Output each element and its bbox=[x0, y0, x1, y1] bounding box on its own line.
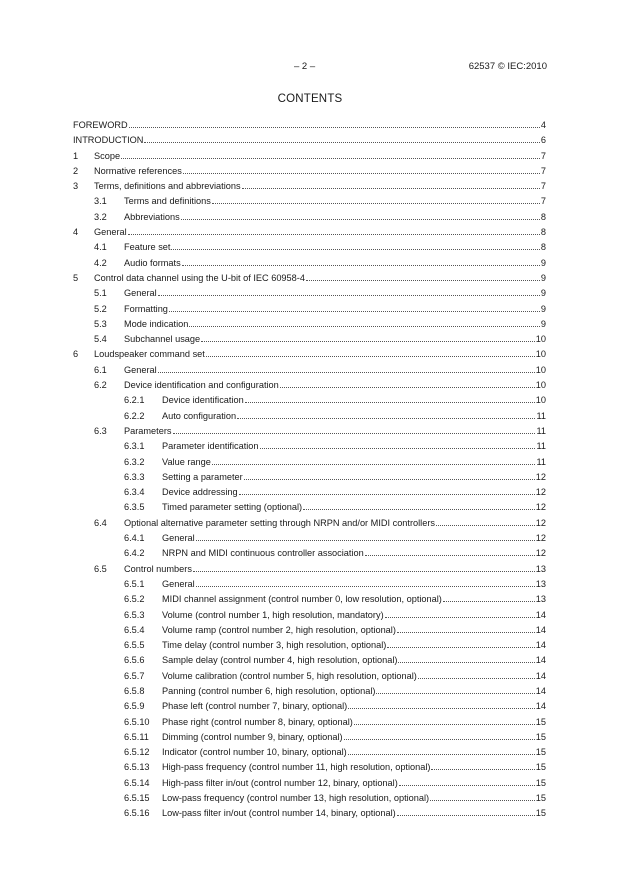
toc-entry-title: Abbreviations bbox=[124, 211, 180, 222]
toc-entry[interactable] bbox=[73, 638, 546, 653]
toc-entry-number: 5 bbox=[73, 272, 79, 283]
dot-leader bbox=[196, 585, 535, 587]
page-number: – 2 – bbox=[294, 61, 316, 72]
dot-leader bbox=[173, 432, 536, 434]
toc-entry-title: Terms, definitions and abbreviations bbox=[94, 181, 241, 192]
toc-entry[interactable] bbox=[73, 317, 546, 332]
toc-entry[interactable] bbox=[73, 210, 546, 225]
toc-entry[interactable] bbox=[73, 791, 546, 806]
toc-entry-number: 6.4 bbox=[94, 517, 107, 528]
toc-entry[interactable] bbox=[73, 347, 546, 362]
toc-entry-number: 6.3.5 bbox=[124, 502, 145, 513]
toc-entry-page: 13 bbox=[535, 578, 546, 589]
toc-entry-title: Dimming (control number 9, binary, optional) bbox=[162, 731, 343, 742]
toc-entry[interactable] bbox=[73, 409, 546, 424]
toc-entry-number: 4.1 bbox=[94, 242, 107, 253]
dot-leader bbox=[387, 646, 534, 648]
dot-leader bbox=[399, 784, 535, 786]
toc-entry[interactable] bbox=[73, 745, 546, 760]
dot-leader bbox=[436, 524, 535, 526]
toc-entry-page: 15 bbox=[535, 747, 546, 758]
dot-leader bbox=[443, 600, 535, 602]
dot-leader bbox=[129, 126, 540, 128]
toc-entry-page: 14 bbox=[535, 624, 546, 635]
toc-entry[interactable] bbox=[73, 592, 546, 607]
toc-entry[interactable] bbox=[73, 179, 546, 194]
toc-entry-title: Optional alternative parameter setting through NRPN and/or MIDI controllers bbox=[124, 517, 435, 528]
dot-leader bbox=[128, 233, 540, 235]
toc-entry-number: 6.5.12 bbox=[124, 747, 150, 758]
dot-leader bbox=[280, 386, 535, 388]
dot-leader bbox=[398, 661, 534, 663]
dot-leader bbox=[196, 539, 535, 541]
toc-entry-number: 6.2.1 bbox=[124, 395, 145, 406]
toc-entry-title: Phase right (control number 8, binary, optional) bbox=[162, 716, 353, 727]
toc-entry-title: Mode indication bbox=[124, 318, 189, 329]
toc-entry-number: 6.5.13 bbox=[124, 762, 150, 773]
dot-leader bbox=[303, 508, 535, 510]
toc-entry[interactable] bbox=[73, 439, 546, 454]
toc-entry-page: 12 bbox=[535, 502, 546, 513]
toc-entry-title: INTRODUCTION bbox=[73, 135, 144, 146]
toc-entry-number: 6.5.10 bbox=[124, 716, 150, 727]
toc-entry-page: 12 bbox=[535, 548, 546, 559]
dot-leader bbox=[397, 814, 535, 816]
toc-entry[interactable] bbox=[73, 194, 546, 209]
dot-leader bbox=[430, 799, 535, 801]
dot-leader bbox=[189, 325, 540, 327]
dot-leader bbox=[354, 723, 535, 725]
dot-leader bbox=[260, 447, 536, 449]
toc-entry[interactable] bbox=[73, 500, 546, 515]
toc-entry-number: 6.5.9 bbox=[124, 701, 145, 712]
toc-entry[interactable] bbox=[73, 424, 546, 439]
toc-entry-page: 6 bbox=[540, 135, 546, 146]
toc-entry-title: Setting a parameter bbox=[162, 471, 243, 482]
toc-entry-title: Feature set bbox=[124, 242, 171, 253]
toc-entry[interactable] bbox=[73, 699, 546, 714]
toc-entry[interactable] bbox=[73, 730, 546, 745]
toc-entry-number: 6.5.2 bbox=[124, 594, 145, 605]
dot-leader bbox=[182, 264, 540, 266]
toc-entry-number: 6.5.11 bbox=[124, 731, 149, 742]
toc-entry-number: 5.1 bbox=[94, 288, 107, 299]
toc-entry-page: 11 bbox=[536, 410, 546, 421]
toc-entry[interactable] bbox=[73, 393, 546, 408]
dot-leader bbox=[431, 768, 534, 770]
toc-entry-page: 9 bbox=[540, 257, 546, 268]
toc-entry-title: Parameters bbox=[124, 425, 172, 436]
toc-entry-number: 6.5.15 bbox=[124, 793, 150, 804]
toc-entry[interactable] bbox=[73, 623, 546, 638]
toc-entry-title: Panning (control number 6, high resolution, optional) bbox=[162, 685, 376, 696]
dot-leader bbox=[348, 707, 535, 709]
toc-entry[interactable] bbox=[73, 256, 546, 271]
toc-entry-page: 14 bbox=[535, 609, 546, 620]
dot-leader bbox=[242, 187, 540, 189]
toc-entry-number: 6.5.1 bbox=[124, 578, 145, 589]
toc-entry-number: 6.3 bbox=[94, 425, 107, 436]
toc-entry-title: General bbox=[162, 578, 195, 589]
toc-entry-number: 6.5 bbox=[94, 563, 107, 574]
toc-entry-title: Control data channel using the U-bit of IEC 60958-4 bbox=[94, 272, 305, 283]
toc-entry-page: 15 bbox=[535, 716, 546, 727]
toc-entry-page: 9 bbox=[540, 303, 546, 314]
dot-leader bbox=[397, 631, 535, 633]
toc-entry[interactable] bbox=[73, 562, 546, 577]
dot-leader bbox=[306, 279, 540, 281]
toc-entry-page: 15 bbox=[535, 762, 546, 773]
toc-entry-number: 6.5.7 bbox=[124, 670, 145, 681]
toc-entry-page: 7 bbox=[540, 181, 546, 192]
toc-entry-number: 6.3.4 bbox=[124, 487, 145, 498]
toc-entry-page: 10 bbox=[535, 364, 546, 375]
toc-entry[interactable] bbox=[73, 669, 546, 684]
toc-entry[interactable] bbox=[73, 715, 546, 730]
toc-entry-title: Phase left (control number 7, binary, optional) bbox=[162, 701, 348, 712]
toc-entry-title: Time delay (control number 3, high resolution, optional) bbox=[162, 640, 387, 651]
toc-entry-title: Subchannel usage bbox=[124, 334, 201, 345]
toc-entry[interactable] bbox=[73, 455, 546, 470]
dot-leader bbox=[121, 157, 540, 159]
toc-entry[interactable] bbox=[73, 760, 546, 775]
toc-entry-number: 3.2 bbox=[94, 211, 107, 222]
toc-entry[interactable] bbox=[73, 271, 546, 286]
toc-entry-page: 14 bbox=[535, 640, 546, 651]
toc-entry-page: 10 bbox=[535, 395, 546, 406]
toc-entry-title: Sample delay (control number 4, high resolution, optional) bbox=[162, 655, 398, 666]
toc-entry-number: 3.1 bbox=[94, 196, 107, 207]
toc-entry-page: 11 bbox=[536, 425, 546, 436]
toc-entry-number: 6.3.1 bbox=[124, 441, 145, 452]
toc-entry-number: 6.2 bbox=[94, 380, 107, 391]
toc-entry-number: 4 bbox=[73, 227, 79, 238]
toc-entry-number: 6.5.6 bbox=[124, 655, 145, 666]
toc-entry-number: 3 bbox=[73, 181, 79, 192]
dot-leader bbox=[201, 340, 535, 342]
toc-entry-page: 15 bbox=[535, 777, 546, 788]
dot-leader bbox=[171, 248, 539, 250]
toc-entry-title: Volume ramp (control number 2, high resolution, optional) bbox=[162, 624, 396, 635]
dot-leader bbox=[212, 463, 536, 465]
toc-entry-page: 9 bbox=[540, 318, 546, 329]
dot-leader bbox=[158, 294, 540, 296]
toc-entry[interactable] bbox=[73, 806, 546, 821]
toc-entry-page: 12 bbox=[535, 533, 546, 544]
toc-entry[interactable] bbox=[73, 164, 546, 179]
toc-entry-title: General bbox=[124, 288, 157, 299]
toc-entry[interactable] bbox=[73, 363, 546, 378]
toc-entry-title: Volume (control number 1, high resolution, mandatory) bbox=[162, 609, 384, 620]
toc-entry-number: 6.5.16 bbox=[124, 808, 150, 819]
toc-entry[interactable] bbox=[73, 149, 546, 164]
toc-entry-page: 7 bbox=[540, 196, 546, 207]
dot-leader bbox=[181, 218, 540, 220]
toc-entry[interactable] bbox=[73, 118, 546, 133]
dot-leader bbox=[237, 417, 535, 419]
dot-leader bbox=[376, 692, 534, 694]
toc-entry-number: 2 bbox=[73, 165, 79, 176]
toc-entry-number: 5.4 bbox=[94, 334, 107, 345]
toc-entry-title: Device addressing bbox=[162, 487, 238, 498]
dot-leader bbox=[169, 310, 540, 312]
toc-entry-number: 6.2.2 bbox=[124, 410, 145, 421]
toc-entry-title: Control numbers bbox=[124, 563, 192, 574]
toc-entry-page: 9 bbox=[540, 288, 546, 299]
toc-entry[interactable] bbox=[73, 302, 546, 317]
toc-entry-page: 9 bbox=[540, 272, 546, 283]
toc-entry-number: 6.3.2 bbox=[124, 456, 145, 467]
toc-entry-page: 7 bbox=[540, 165, 546, 176]
toc-entry[interactable] bbox=[73, 133, 546, 148]
toc-entry-page: 14 bbox=[535, 685, 546, 696]
toc-entry-page: 14 bbox=[535, 701, 546, 712]
toc-entry-number: 6.5.3 bbox=[124, 609, 145, 620]
toc-entry-page: 8 bbox=[540, 211, 546, 222]
toc-entry-number: 4.2 bbox=[94, 257, 107, 268]
toc-entry[interactable] bbox=[73, 684, 546, 699]
dot-leader bbox=[144, 141, 539, 143]
page-title: CONTENTS bbox=[277, 93, 343, 105]
toc-entry-number: 6.4.2 bbox=[124, 548, 145, 559]
toc-entry-page: 11 bbox=[536, 456, 546, 467]
dot-leader bbox=[158, 371, 535, 373]
toc-entry-title: Indicator (control number 10, binary, optional) bbox=[162, 747, 347, 758]
toc-entry-title: Value range bbox=[162, 456, 211, 467]
toc-entry[interactable] bbox=[73, 516, 546, 531]
toc-entry-title: Audio formats bbox=[124, 257, 181, 268]
toc-entry-page: 4 bbox=[540, 120, 546, 130]
toc-entry[interactable] bbox=[73, 531, 546, 546]
toc-entry-title: High-pass filter in/out (control number 12, binary, optional) bbox=[162, 777, 398, 788]
toc-entry-number: 1 bbox=[73, 150, 79, 161]
toc-entry[interactable] bbox=[73, 225, 546, 240]
toc-entry-title: Normative references bbox=[94, 165, 182, 176]
toc-entry[interactable] bbox=[73, 470, 546, 485]
toc-entry-number: 6.3.3 bbox=[124, 471, 145, 482]
toc-entry-number: 6 bbox=[73, 349, 79, 360]
dot-leader bbox=[385, 616, 535, 618]
toc-entry-number: 6.5.5 bbox=[124, 640, 145, 651]
dot-leader bbox=[418, 677, 535, 679]
toc-entry-number: 6.5.8 bbox=[124, 685, 145, 696]
toc-entry-number: 6.5.14 bbox=[124, 777, 150, 788]
toc-entry-page: 11 bbox=[536, 441, 546, 452]
toc-entry-number: 6.4.1 bbox=[124, 533, 145, 544]
toc-entry[interactable] bbox=[73, 332, 546, 347]
toc-entry-title: Scope bbox=[94, 150, 121, 161]
toc-entry-page: 12 bbox=[535, 517, 546, 528]
toc-entry-title: Timed parameter setting (optional) bbox=[162, 502, 303, 513]
standard-reference: 62537 © IEC:2010 bbox=[468, 61, 547, 72]
toc-entry-number: 6.1 bbox=[94, 364, 107, 375]
toc-entry-page: 13 bbox=[535, 594, 546, 605]
toc-entry-title: Device identification bbox=[162, 395, 244, 406]
toc-entry-page: 7 bbox=[540, 150, 546, 161]
dot-leader bbox=[239, 493, 535, 495]
toc-entry[interactable] bbox=[73, 608, 546, 623]
toc-entry[interactable] bbox=[73, 577, 546, 592]
toc-entry-title: General bbox=[94, 227, 127, 238]
toc-entry[interactable] bbox=[73, 776, 546, 791]
toc-entry-page: 8 bbox=[540, 227, 546, 238]
toc-entry-page: 15 bbox=[535, 731, 546, 742]
toc-entry-page: 13 bbox=[535, 563, 546, 574]
toc-entry-page: 10 bbox=[535, 380, 546, 391]
toc-entry-title: FOREWORD bbox=[73, 120, 128, 130]
dot-leader bbox=[206, 355, 535, 357]
toc-entry[interactable] bbox=[73, 485, 546, 500]
toc-entry-number: 5.2 bbox=[94, 303, 107, 314]
toc-entry-title: General bbox=[162, 533, 195, 544]
toc-entry[interactable] bbox=[73, 378, 546, 393]
toc-entry-title: Auto configuration bbox=[162, 410, 237, 421]
dot-leader bbox=[348, 753, 535, 755]
toc-entry-title: Loudspeaker command set bbox=[94, 349, 205, 360]
toc-entry-title: Formatting bbox=[124, 303, 168, 314]
toc-entry-page: 14 bbox=[535, 670, 546, 681]
toc-entry-title: Device identification and configuration bbox=[124, 380, 279, 391]
toc-entry-page: 14 bbox=[535, 655, 546, 666]
toc-entry[interactable] bbox=[73, 286, 546, 301]
dot-leader bbox=[245, 401, 535, 403]
table-of-contents bbox=[73, 118, 546, 822]
toc-entry-number: 6.5.4 bbox=[124, 624, 145, 635]
toc-entry-title: Low-pass filter in/out (control number 14, binary, optional) bbox=[162, 808, 396, 819]
toc-entry-page: 15 bbox=[535, 793, 546, 804]
toc-entry-page: 10 bbox=[535, 334, 546, 345]
toc-entry-title: NRPN and MIDI continuous controller association bbox=[162, 548, 364, 559]
toc-entry-title: Low-pass frequency (control number 13, high resolution, optional) bbox=[162, 793, 430, 804]
dot-leader bbox=[183, 172, 540, 174]
toc-entry-page: 12 bbox=[535, 471, 546, 482]
dot-leader bbox=[344, 738, 535, 740]
dot-leader bbox=[193, 570, 535, 572]
toc-entry[interactable] bbox=[73, 240, 546, 255]
toc-entry[interactable] bbox=[73, 546, 546, 561]
toc-entry-title: High-pass frequency (control number 11, high resolution, optional) bbox=[162, 762, 431, 773]
toc-entry-page: 12 bbox=[535, 487, 546, 498]
toc-entry-page: 8 bbox=[540, 242, 546, 253]
dot-leader bbox=[212, 202, 540, 204]
toc-entry-number: 5.3 bbox=[94, 318, 107, 329]
toc-entry-title: Terms and definitions bbox=[124, 196, 211, 207]
toc-entry-title: Volume calibration (control number 5, high resolution, optional) bbox=[162, 670, 417, 681]
toc-entry-page: 15 bbox=[535, 808, 546, 819]
toc-entry-page: 10 bbox=[535, 349, 546, 360]
dot-leader bbox=[365, 554, 535, 556]
toc-entry-title: Parameter identification bbox=[162, 441, 259, 452]
toc-entry-title: MIDI channel assignment (control number 0, low resolution, optional) bbox=[162, 594, 442, 605]
toc-entry-title: General bbox=[124, 364, 157, 375]
toc-entry[interactable] bbox=[73, 653, 546, 668]
dot-leader bbox=[244, 478, 535, 480]
